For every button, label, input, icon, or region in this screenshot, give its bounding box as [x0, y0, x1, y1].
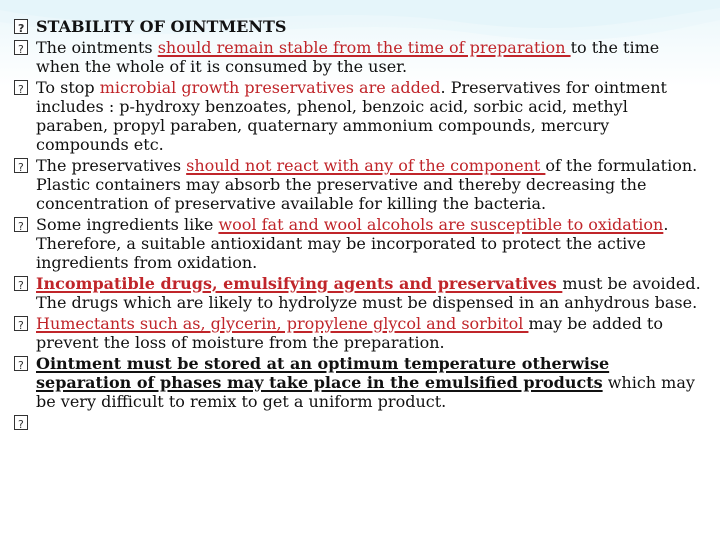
highlight-text: microbial growth preservatives are added — [99, 78, 441, 97]
highlight-text: Humectants such as, glycerin, propylene glycol and sorbitol — [36, 314, 529, 333]
highlight-text: wool fat and wool alcohols are susceptible to oxidation — [218, 215, 664, 234]
bullet-icon — [14, 217, 28, 232]
empty-bullet-item — [14, 413, 704, 432]
highlight-text: should not react with any of the component — [186, 156, 546, 175]
bullet-item: ? Some ingredients like wool fat and wool alcohols are susceptible to oxidation. Therefore, a suitable antioxidant may be incorporated to protect the active ingredients from oxidation. — [14, 215, 704, 272]
highlight-text: should remain stable from the time of preparation — [157, 38, 571, 57]
slide-title: ? STABILITY OF OINTMENTS — [14, 17, 704, 36]
bullet-item: ? The preservatives should not react with any of the component of the formulation. Plastic containers may absorb the preservative and thereby decreasing the concentration of preservative available for killing the bacteria. — [14, 156, 704, 213]
bullet-item: ? The ointments should remain stable from the time of preparation to the time when the whole of it is consumed by the user. — [14, 38, 704, 76]
bullet-icon — [14, 276, 28, 291]
bullet-icon — [14, 19, 28, 34]
bullet-icon — [14, 356, 28, 371]
bullet-icon — [14, 158, 28, 173]
highlight-text: Incompatible drugs, emulsifying agents and preservatives — [36, 274, 563, 293]
bullet-icon — [14, 415, 28, 430]
slide-content — [14, 17, 704, 434]
bullet-icon — [14, 316, 28, 331]
bold-underlined-text: Ointment must be stored at an optimum temperature otherwise separation of phases may take place in the emulsified products — [36, 354, 610, 392]
bullet-item: ? Ointment must be stored at an optimum temperature otherwise separation of phases may take place in the emulsified products which may be very difficult to remix to get a uniform product. — [14, 354, 704, 411]
bullet-icon — [14, 40, 28, 55]
bullet-icon — [14, 80, 28, 95]
bullet-item: ? Incompatible drugs, emulsifying agents and preservatives must be avoided. The drugs which are likely to hydrolyze must be dispensed in an anhydrous base. — [14, 274, 704, 312]
bullet-item: ? Humectants such as, glycerin, propylene glycol and sorbitol may be added to prevent the loss of moisture from the preparation. — [14, 314, 704, 352]
bullet-item: ? To stop microbial growth preservatives are added. Preservatives for ointment includes : p-hydroxy benzoates, phenol, benzoic acid, sorbic acid, methyl paraben, propyl paraben, quaternary ammonium compounds, mercury compounds etc. — [14, 78, 704, 154]
